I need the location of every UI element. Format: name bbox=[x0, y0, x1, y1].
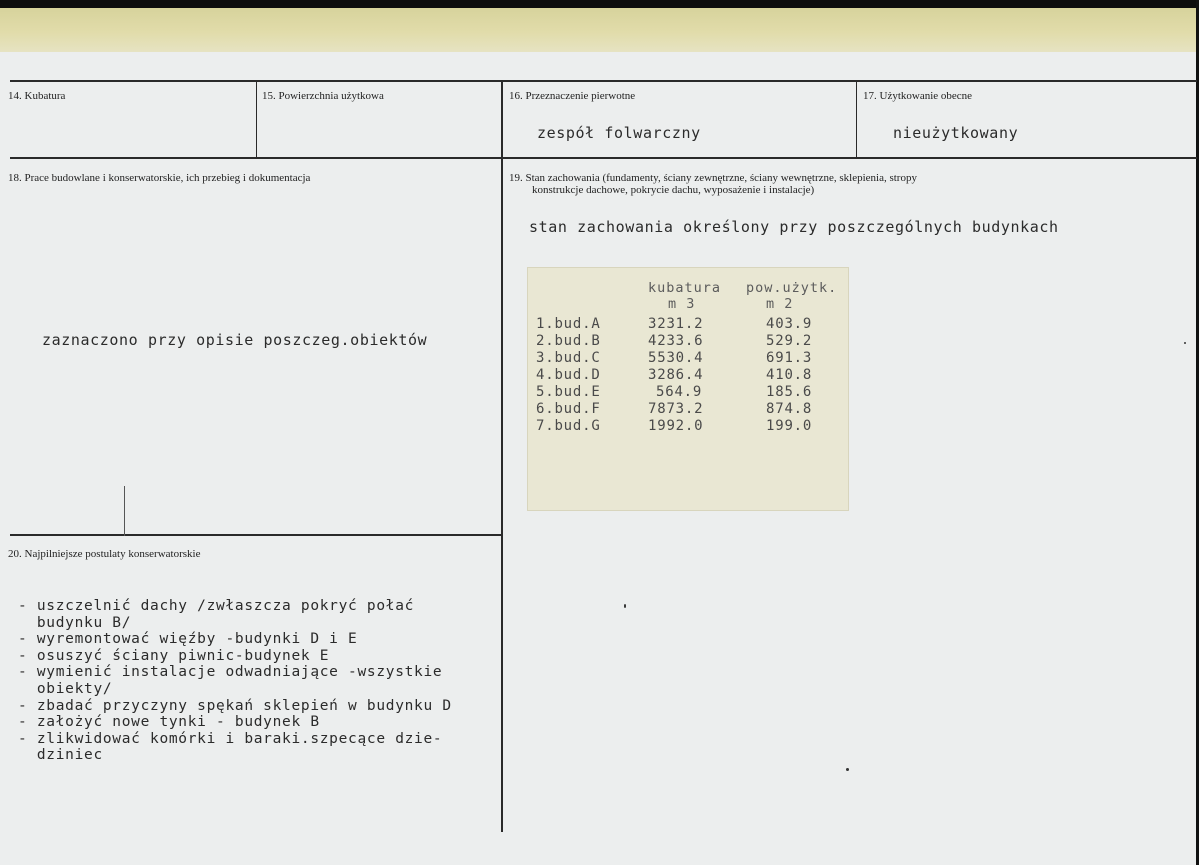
row-4-kubatura: 3286.4 bbox=[648, 367, 704, 383]
field-19-label-line2: konstrukcje dachowe, pokrycie dachu, wyposażenie i instalacje) bbox=[532, 184, 815, 196]
divider-main bbox=[501, 80, 503, 832]
col-kubatura-header: kubatura bbox=[648, 280, 722, 296]
postulate-line: - założyć nowe tynki - budynek B bbox=[18, 714, 320, 731]
divider-16-17 bbox=[856, 80, 857, 158]
scan-speck bbox=[846, 768, 849, 771]
postulate-line: budynku B/ bbox=[18, 614, 132, 631]
row-2-pow: 529.2 bbox=[766, 333, 813, 349]
scan-yellow-band bbox=[0, 8, 1199, 52]
row-5-kubatura: 564.9 bbox=[656, 384, 703, 400]
field-17-label: 17. Użytkowanie obecne bbox=[863, 90, 973, 102]
field-17-value: nieużytkowany bbox=[893, 124, 1019, 142]
row-6-kubatura: 7873.2 bbox=[648, 401, 704, 417]
postulate-line: - osuszyć ściany piwnic-budynek E bbox=[18, 647, 330, 664]
postulate-line: - uszczelnić dachy /zwłaszcza pokryć połać bbox=[18, 598, 415, 614]
row-1-pow: 403.9 bbox=[766, 316, 813, 332]
postulate-line: obiekty/ bbox=[18, 680, 113, 697]
field-20-label: 20. Najpilniejsze postulaty konserwatorskie bbox=[8, 548, 201, 560]
field-18-value: zaznaczono przy opisie poszczeg.obiektów bbox=[42, 331, 428, 349]
divider-14-15 bbox=[256, 80, 257, 158]
row-3-kubatura: 5530.4 bbox=[648, 350, 704, 366]
col-kubatura-unit: m 3 bbox=[668, 296, 696, 312]
row-2-kubatura: 4233.6 bbox=[648, 333, 704, 349]
row-6-name: 6.bud.F bbox=[536, 401, 601, 417]
top-rule bbox=[10, 80, 1197, 82]
row1-bottom-rule bbox=[10, 157, 1197, 159]
field-15-label: 15. Powierzchnia użytkowa bbox=[262, 90, 384, 102]
row-1-name: 1.bud.A bbox=[536, 316, 601, 332]
field-14-label: 14. Kubatura bbox=[8, 90, 66, 102]
row-7-pow: 199.0 bbox=[766, 418, 813, 434]
scan-speck bbox=[1184, 342, 1186, 344]
field-18-label: 18. Prace budowlane i konserwatorskie, ich przebieg i dokumentacja bbox=[8, 172, 311, 184]
postulate-line: - wymienić instalacje odwadniające -wszystkie bbox=[18, 664, 443, 681]
row-7-name: 7.bud.G bbox=[536, 418, 601, 434]
field18-bottom-rule bbox=[10, 534, 501, 536]
col-pow-header: pow.użytk. bbox=[746, 280, 838, 296]
row-1-kubatura: 3231.2 bbox=[648, 316, 704, 332]
postulate-line: - wyremontować więźby -budynki D i E bbox=[18, 631, 358, 648]
postulate-line: dziniec bbox=[18, 747, 103, 764]
building-table-slip bbox=[527, 267, 849, 511]
field-19-value: stan zachowania określony przy poszczególnych budynkach bbox=[529, 218, 1059, 236]
row-4-pow: 410.8 bbox=[766, 367, 813, 383]
row-4-name: 4.bud.D bbox=[536, 367, 601, 383]
row-3-pow: 691.3 bbox=[766, 350, 813, 366]
row-3-name: 3.bud.C bbox=[536, 350, 601, 366]
row-7-kubatura: 1992.0 bbox=[648, 418, 704, 434]
postulate-line: - zlikwidować komórki i baraki.szpecące dzie- bbox=[18, 730, 443, 747]
postulate-line: - zbadać przyczyny spękań sklepień w budynku D bbox=[18, 697, 452, 714]
row-2-name: 2.bud.B bbox=[536, 333, 601, 349]
field-16-label: 16. Przeznaczenie pierwotne bbox=[509, 90, 636, 102]
scan-speck bbox=[624, 604, 626, 608]
row-6-pow: 874.8 bbox=[766, 401, 813, 417]
row-5-pow: 185.6 bbox=[766, 384, 813, 400]
col-pow-unit: m 2 bbox=[766, 296, 794, 312]
row-5-name: 5.bud.E bbox=[536, 384, 601, 400]
postulates-list bbox=[18, 598, 452, 764]
field-19-label-line1: 19. Stan zachowania (fundamenty, ściany zewnętrzne, ściany wewnętrzne, sklepienia, stropy bbox=[509, 172, 917, 184]
stray-tick bbox=[124, 486, 125, 536]
field-16-value: zespół folwarczny bbox=[537, 124, 701, 142]
